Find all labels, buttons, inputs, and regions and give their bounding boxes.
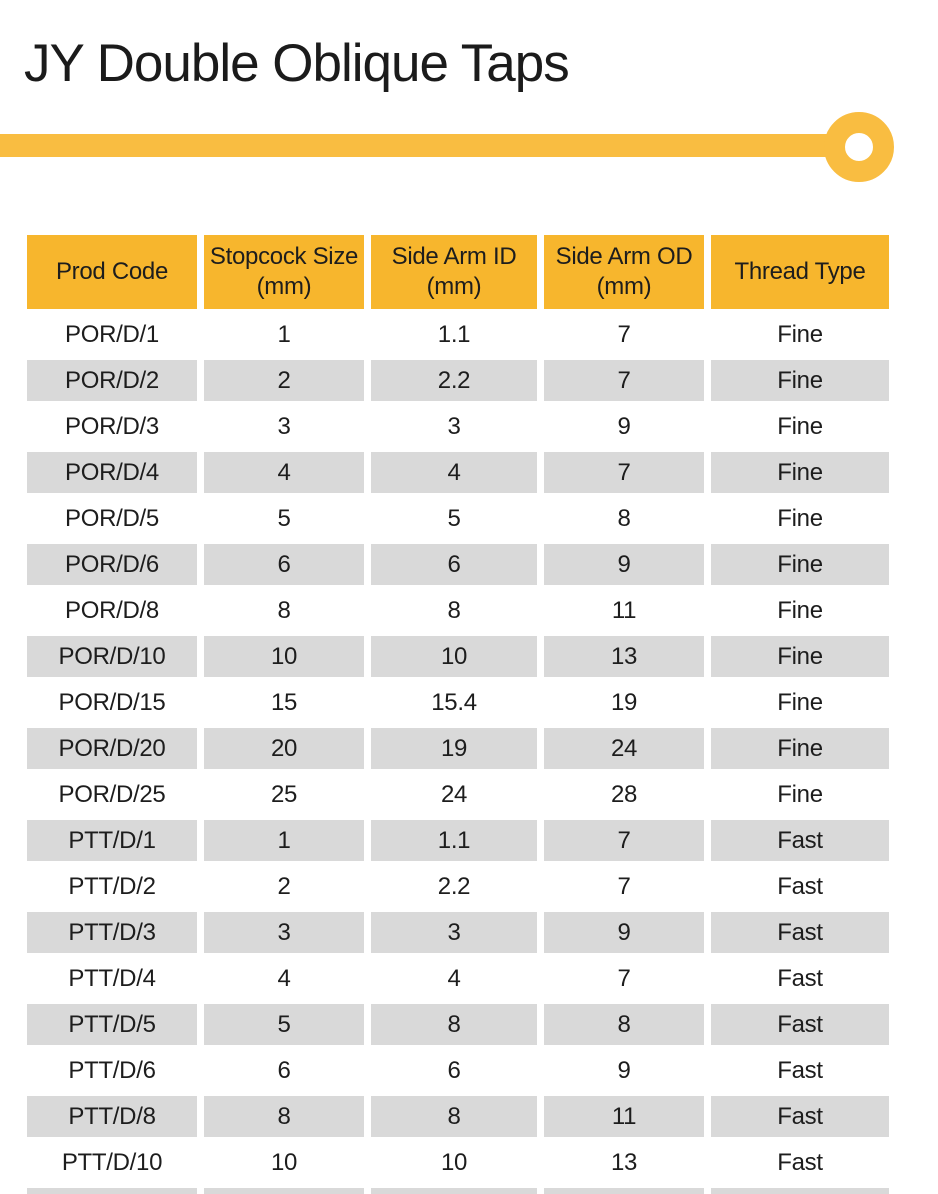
table-cell-prod-code: PTT/D/5 xyxy=(27,1004,197,1045)
table-cell-stopcock-size: 6 xyxy=(204,1050,364,1091)
column-header-side-arm-id xyxy=(371,235,537,309)
table-cell-stopcock-size: 10 xyxy=(204,636,364,677)
table-cell-side-arm-id: 8 xyxy=(371,1004,537,1045)
table-cell-prod-code: PTT/D/4 xyxy=(27,958,197,999)
column-header-label: Side Arm ID xyxy=(391,243,517,270)
table-row xyxy=(27,1096,889,1137)
table-cell-side-arm-id: 1.1 xyxy=(371,820,537,861)
table-cell-prod-code: POR/D/8 xyxy=(27,590,197,631)
table-row xyxy=(27,636,889,677)
table-cell-stopcock-size: 8 xyxy=(204,590,364,631)
table-cell-side-arm-od: 13 xyxy=(544,636,704,677)
table-cell-stopcock-size: 2 xyxy=(204,360,364,401)
table-row-clipped xyxy=(27,1188,889,1194)
table-cell-thread-type: Fine xyxy=(711,774,889,815)
table-cell-side-arm-od: 7 xyxy=(544,360,704,401)
table-cell-side-arm-od: 9 xyxy=(544,912,704,953)
table-row xyxy=(27,912,889,953)
table-cell xyxy=(27,1188,197,1194)
table-cell-prod-code: PTT/D/6 xyxy=(27,1050,197,1091)
table-cell-prod-code: PTT/D/1 xyxy=(27,820,197,861)
table-cell-stopcock-size: 1 xyxy=(204,314,364,355)
table-cell-stopcock-size: 8 xyxy=(204,1096,364,1137)
table-row xyxy=(27,360,889,401)
table-row xyxy=(27,498,889,539)
table-row xyxy=(27,1142,889,1183)
table-header xyxy=(27,235,889,309)
table-row xyxy=(27,728,889,769)
table-cell-prod-code: POR/D/5 xyxy=(27,498,197,539)
table-cell-thread-type: Fine xyxy=(711,314,889,355)
table-cell-side-arm-id: 10 xyxy=(371,1142,537,1183)
table-cell-stopcock-size: 5 xyxy=(204,1004,364,1045)
table-cell-thread-type: Fine xyxy=(711,406,889,447)
table-cell-thread-type: Fine xyxy=(711,360,889,401)
table-cell-prod-code: POR/D/20 xyxy=(27,728,197,769)
table-cell-thread-type: Fast xyxy=(711,1096,889,1137)
table-cell-thread-type: Fast xyxy=(711,1004,889,1045)
table-cell-prod-code: POR/D/3 xyxy=(27,406,197,447)
table-cell-stopcock-size: 4 xyxy=(204,958,364,999)
table-cell-side-arm-od: 11 xyxy=(544,1096,704,1137)
table-cell-side-arm-od: 7 xyxy=(544,820,704,861)
table-cell-thread-type: Fine xyxy=(711,728,889,769)
table-cell-side-arm-id: 8 xyxy=(371,1096,537,1137)
spec-table xyxy=(20,230,896,1194)
table-cell-prod-code: PTT/D/10 xyxy=(27,1142,197,1183)
column-header-label: Stopcock Size xyxy=(209,243,359,270)
table-cell-side-arm-od: 9 xyxy=(544,1050,704,1091)
table-cell-side-arm-id: 3 xyxy=(371,406,537,447)
table-cell-prod-code: PTT/D/2 xyxy=(27,866,197,907)
table-cell-side-arm-id: 4 xyxy=(371,452,537,493)
table-cell xyxy=(711,1188,889,1194)
table-cell-side-arm-od: 13 xyxy=(544,1142,704,1183)
table-row xyxy=(27,544,889,585)
table-cell-stopcock-size: 3 xyxy=(204,912,364,953)
table-cell-prod-code: POR/D/1 xyxy=(27,314,197,355)
column-header-label: Side Arm OD xyxy=(555,243,693,270)
table-body xyxy=(27,314,889,1183)
column-header-unit: (mm) xyxy=(426,273,482,300)
table-cell-side-arm-id: 24 xyxy=(371,774,537,815)
table-row xyxy=(27,1004,889,1045)
table-row xyxy=(27,820,889,861)
table-cell-stopcock-size: 1 xyxy=(204,820,364,861)
table-cell-side-arm-od: 7 xyxy=(544,314,704,355)
table-cell-stopcock-size: 15 xyxy=(204,682,364,723)
table-row xyxy=(27,958,889,999)
table-row xyxy=(27,866,889,907)
table-cell-side-arm-od: 19 xyxy=(544,682,704,723)
table-cell-side-arm-id: 2.2 xyxy=(371,866,537,907)
table-cell xyxy=(204,1188,364,1194)
table-cell-side-arm-od: 9 xyxy=(544,544,704,585)
table-cell-side-arm-id: 1.1 xyxy=(371,314,537,355)
column-header-unit: (mm) xyxy=(256,273,312,300)
table-cell-side-arm-od: 8 xyxy=(544,498,704,539)
table-row xyxy=(27,452,889,493)
table-cell xyxy=(544,1188,704,1194)
table-cell-thread-type: Fast xyxy=(711,866,889,907)
table-cell-thread-type: Fast xyxy=(711,912,889,953)
table-cell-thread-type: Fast xyxy=(711,1142,889,1183)
table-cell-side-arm-od: 9 xyxy=(544,406,704,447)
table-cell-stopcock-size: 25 xyxy=(204,774,364,815)
table-body-clipped xyxy=(27,1188,889,1194)
column-header-prod-code xyxy=(27,235,197,309)
table-cell-side-arm-od: 7 xyxy=(544,958,704,999)
table-row xyxy=(27,590,889,631)
table-cell-side-arm-od: 28 xyxy=(544,774,704,815)
table-cell-side-arm-od: 7 xyxy=(544,452,704,493)
table-cell-prod-code: POR/D/6 xyxy=(27,544,197,585)
column-header-label: Thread Type xyxy=(734,258,866,285)
table-row xyxy=(27,406,889,447)
table-cell-side-arm-id: 5 xyxy=(371,498,537,539)
table-row xyxy=(27,1050,889,1091)
column-header-label: Prod Code xyxy=(55,258,169,285)
table-cell-prod-code: POR/D/4 xyxy=(27,452,197,493)
table-cell-stopcock-size: 5 xyxy=(204,498,364,539)
accent-ring-icon xyxy=(824,112,894,182)
table-cell-side-arm-id: 8 xyxy=(371,590,537,631)
table-cell-thread-type: Fast xyxy=(711,1050,889,1091)
table-cell-side-arm-od: 7 xyxy=(544,866,704,907)
table-cell-side-arm-id: 6 xyxy=(371,1050,537,1091)
table-cell-stopcock-size: 4 xyxy=(204,452,364,493)
table-cell-thread-type: Fine xyxy=(711,590,889,631)
table-cell-side-arm-od: 8 xyxy=(544,1004,704,1045)
table-cell-side-arm-id: 19 xyxy=(371,728,537,769)
table-cell-side-arm-id: 3 xyxy=(371,912,537,953)
table-cell-prod-code: POR/D/10 xyxy=(27,636,197,677)
table-cell-prod-code: POR/D/2 xyxy=(27,360,197,401)
table-cell-stopcock-size: 6 xyxy=(204,544,364,585)
table-cell-thread-type: Fine xyxy=(711,544,889,585)
table-cell-side-arm-id: 10 xyxy=(371,636,537,677)
table-cell-side-arm-od: 24 xyxy=(544,728,704,769)
table-cell-side-arm-id: 6 xyxy=(371,544,537,585)
column-header-unit: (mm) xyxy=(596,273,652,300)
table-cell-prod-code: PTT/D/8 xyxy=(27,1096,197,1137)
column-header-stopcock-size xyxy=(204,235,364,309)
table-cell-thread-type: Fine xyxy=(711,636,889,677)
table-cell-stopcock-size: 3 xyxy=(204,406,364,447)
table-row xyxy=(27,682,889,723)
table-row xyxy=(27,314,889,355)
table-cell-prod-code: POR/D/15 xyxy=(27,682,197,723)
table-cell-prod-code: POR/D/25 xyxy=(27,774,197,815)
table-header-row xyxy=(27,235,889,309)
accent-bar xyxy=(0,134,846,157)
table-cell-stopcock-size: 10 xyxy=(204,1142,364,1183)
table-row xyxy=(27,774,889,815)
table-cell-thread-type: Fine xyxy=(711,682,889,723)
table-cell-thread-type: Fast xyxy=(711,958,889,999)
table-cell-thread-type: Fine xyxy=(711,498,889,539)
table-cell-side-arm-od: 11 xyxy=(544,590,704,631)
table-cell-side-arm-id: 15.4 xyxy=(371,682,537,723)
table-cell-thread-type: Fine xyxy=(711,452,889,493)
table-cell-side-arm-id: 2.2 xyxy=(371,360,537,401)
table-cell-prod-code: PTT/D/3 xyxy=(27,912,197,953)
table-cell-stopcock-size: 2 xyxy=(204,866,364,907)
table-cell-stopcock-size: 20 xyxy=(204,728,364,769)
table-cell-thread-type: Fast xyxy=(711,820,889,861)
table-cell xyxy=(371,1188,537,1194)
page-title: JY Double Oblique Taps xyxy=(24,34,569,93)
column-header-thread-type xyxy=(711,235,889,309)
column-header-side-arm-od xyxy=(544,235,704,309)
table-cell-side-arm-id: 4 xyxy=(371,958,537,999)
